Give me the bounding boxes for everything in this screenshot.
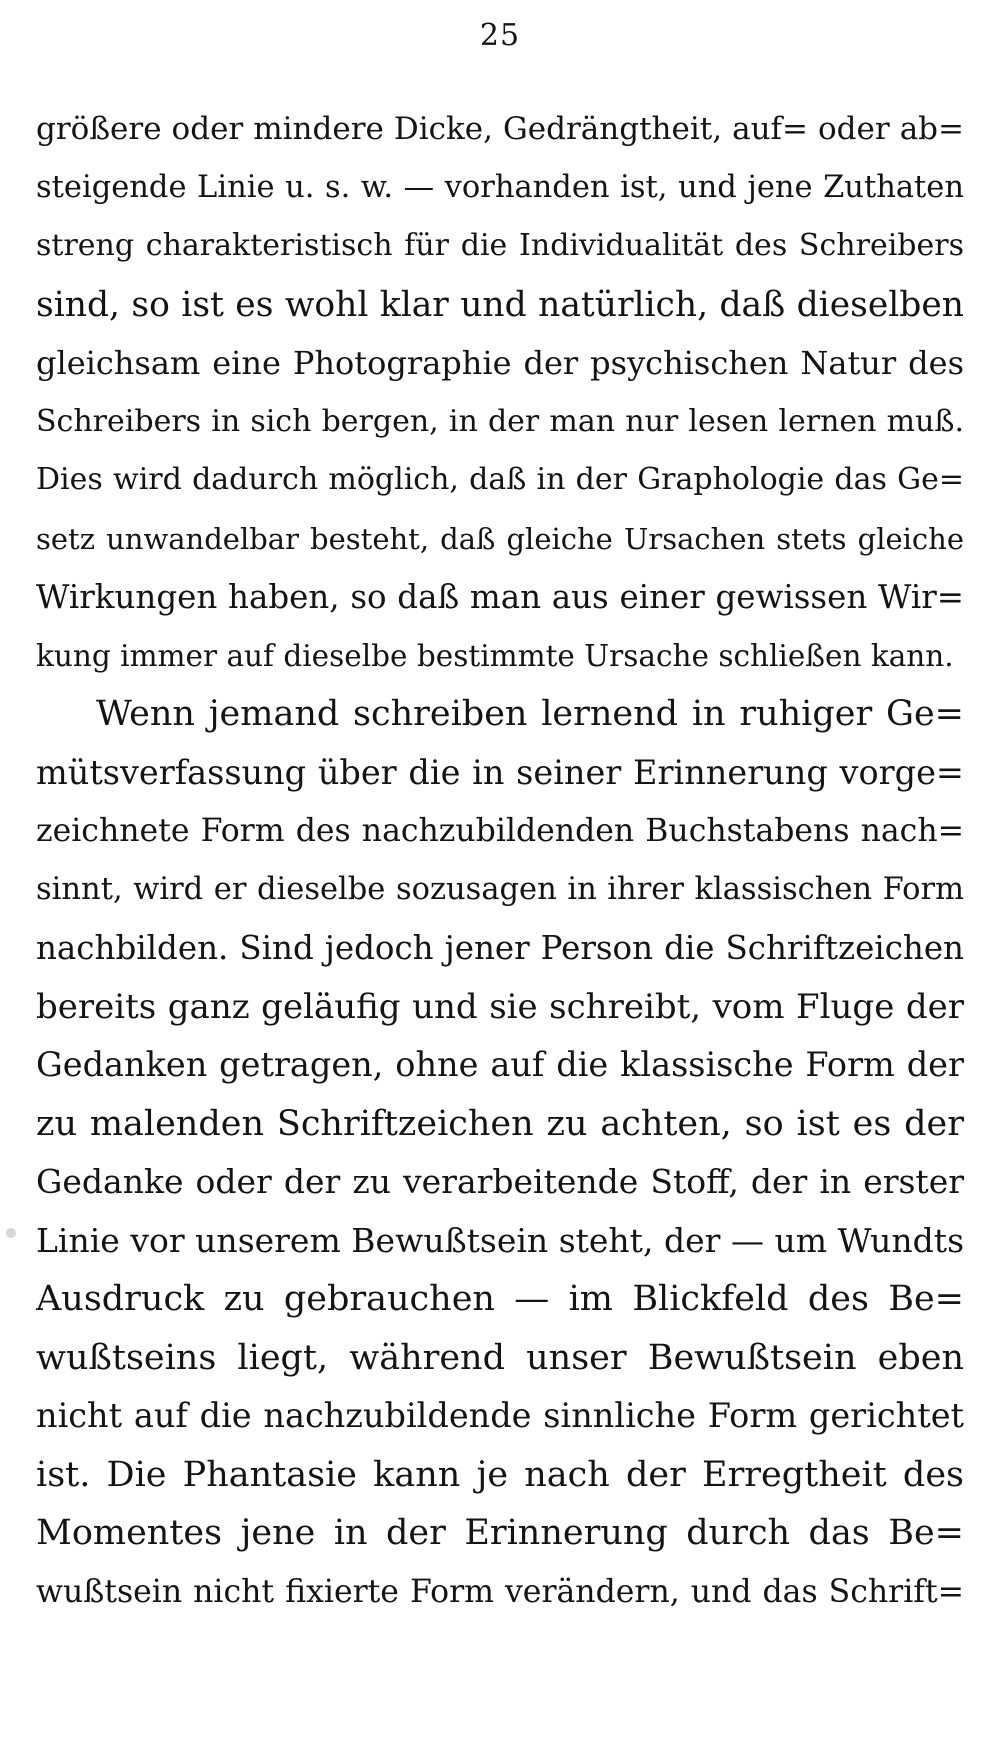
body-text	[36, 100, 964, 1621]
text-line: kung immer auf dieselbe bestimmte Ursache schließen kann.	[36, 638, 954, 673]
text-line: mütsverfassung über die in seiner Erinnerung vorge=	[36, 752, 964, 792]
text-line: Linie vor unserem Bewußtsein steht, der — um Wundts	[36, 1220, 964, 1260]
text-line: wußtsein nicht fixierte Form verändern, und das Schrift=	[36, 1573, 964, 1610]
text-line: zu malenden Schriftzeichen zu achten, so ist es der	[36, 1103, 964, 1144]
text-line: Dies wird dadurch möglich, daß in der Graphologie das Ge=	[36, 462, 964, 497]
text-line: Momentes jene in der Erinnerung durch das Be=	[36, 1513, 964, 1553]
scan-speck	[6, 1228, 16, 1238]
text-line: Wirkungen haben, so daß man aus einer gewissen Wir=	[36, 578, 964, 616]
text-line: Gedanke oder der zu verarbeitende Stoff, der in erster	[36, 1162, 964, 1201]
text-line: streng charakteristisch für die Individualität des Schreibers	[36, 228, 964, 263]
text-line: gleichsam eine Photographie der psychischen Natur des	[36, 344, 964, 382]
text-line: nicht auf die nachzubildende sinnliche Form gerichtet	[36, 1396, 964, 1435]
text-line: sind, so ist es wohl klar und natürlich, daß dieselben	[36, 284, 964, 325]
text-line: nachbilden. Sind jedoch jener Person die Schriftzeichen	[36, 929, 964, 967]
text-line: größere oder mindere Dicke, Gedrängtheit, auf= oder ab=	[36, 111, 964, 147]
text-line: zeichnete Form des nachzubildenden Buchstabens nach=	[36, 813, 964, 849]
text-line: ist. Die Phantasie kann je nach der Erregtheit des	[36, 1454, 964, 1495]
text-line: wußtseins liegt, während unser Bewußtsein eben	[36, 1337, 964, 1378]
text-line: Wenn jemand schreiben lernend in ruhiger Ge=	[96, 694, 964, 734]
text-line: Schreibers in sich bergen, in der man nur lesen lernen muß.	[36, 403, 964, 439]
page-number: 25	[479, 18, 521, 53]
text-line: bereits ganz geläufig und sie schreibt, vom Fluge der	[36, 986, 964, 1027]
text-line: sinnt, wird er dieselbe sozusagen in ihrer klassischen Form	[36, 871, 964, 907]
text-line: Gedanken getragen, ohne auf die klassische Form der	[36, 1045, 964, 1084]
text-line: steigende Linie u. s. w. — vorhanden ist, und jene Zuthaten	[36, 169, 964, 205]
text-line: Ausdruck zu gebrauchen — im Blickfeld des Be=	[36, 1279, 964, 1319]
text-line: setz unwandelbar besteht, daß gleiche Ursachen stets gleiche	[36, 521, 964, 556]
